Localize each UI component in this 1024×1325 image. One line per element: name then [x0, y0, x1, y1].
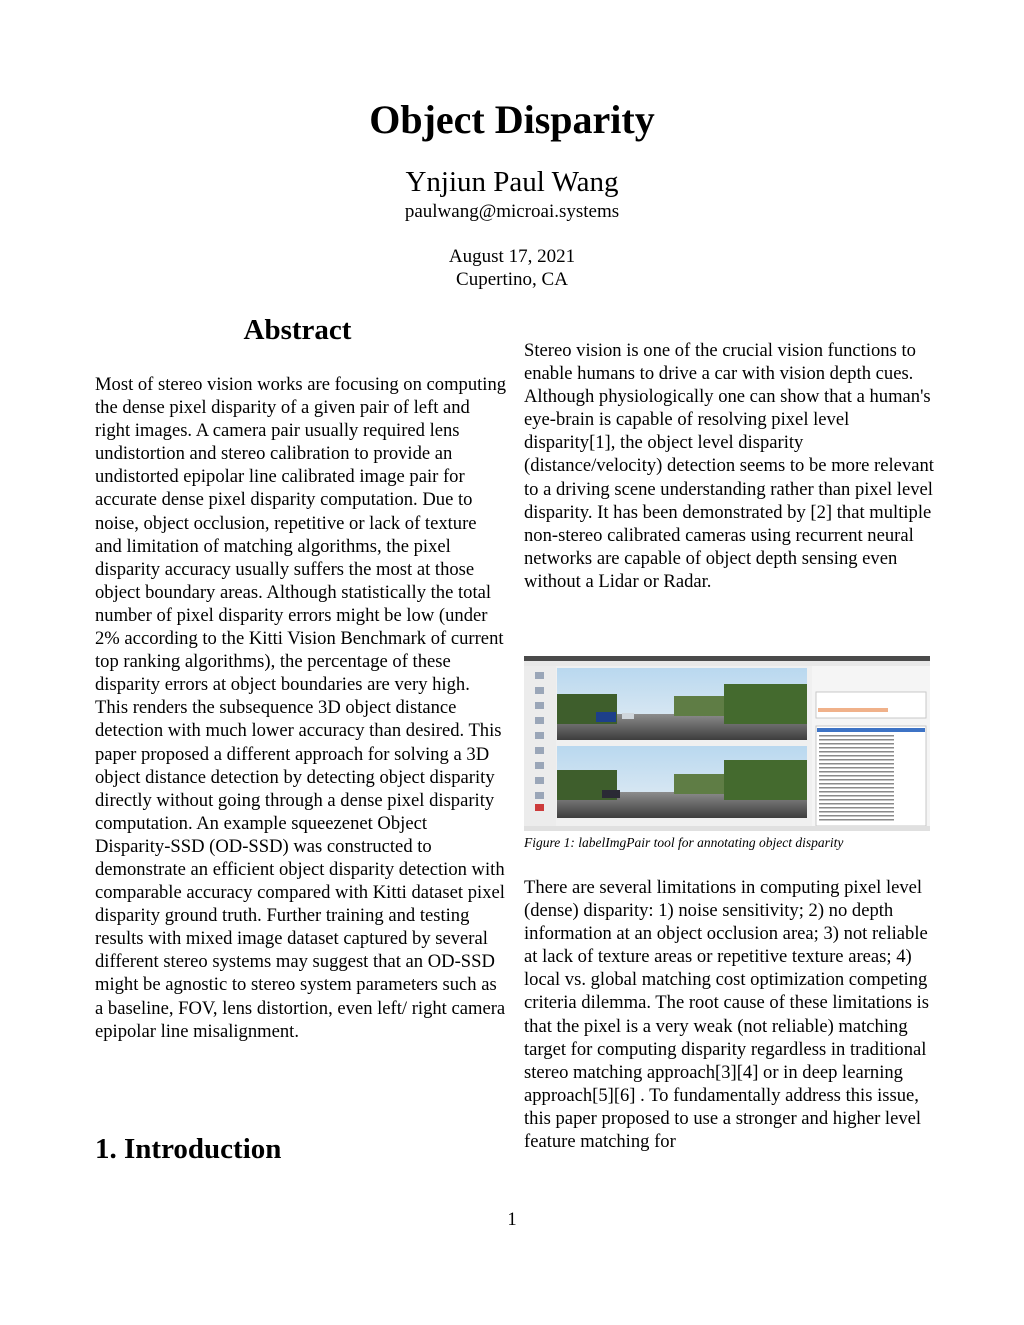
right-camera-image: [557, 746, 807, 818]
window-titlebar: [524, 656, 930, 661]
introduction-paragraph-1: Stereo vision is one of the crucial vision functions to enable humans to drive a car with vision depth cues. Although physiologically one can show that a human's eye-brain is capable of resolving pixel level disparity[1], the object level disparity (distance/velocity) detection seems to be more relevant to a driving scene understanding rather than pixel level disparity. It has been demonstrated by [2] that multiple non-stereo calibrated cameras using recurrent neural networks are capable of object depth sensing even without a Lidar or Radar.: [524, 340, 934, 592]
right-panel-file-list: [812, 666, 930, 831]
left-camera-image: [557, 668, 807, 740]
figure-caption: Figure 1: labelImgPair tool for annotating object disparity: [524, 835, 844, 850]
left-toolbar: [524, 666, 556, 831]
page-number: 1: [507, 1209, 517, 1230]
paper-title: Object Disparity: [369, 97, 655, 142]
introduction-paragraph-2: There are several limitations in computing pixel level (dense) disparity: 1) noise sensitivity; 2) no depth information at an object occlusion area; 3) not reliable at lack of texture areas or repetitive texture areas; 4) local vs. global matching cost optimization competing criteria dilemma. The root cause of these limitations is that the pixel is a very weak (not reliable) matching target for computing disparity regardless in traditional stereo matching approach[3][4] or in deep learning approach[5][6] . To fundamentally address this issue, this paper proposed to use a stronger and higher level feature matching for: [524, 877, 929, 1153]
figure-labelimgpair-screenshot: [524, 656, 930, 831]
introduction-heading: 1. Introduction: [95, 1133, 282, 1165]
author-name: Ynjiun Paul Wang: [405, 166, 619, 198]
author-email: paulwang@microai.systems: [404, 201, 620, 222]
paper-location: Cupertino, CA: [456, 269, 568, 290]
paper-date: August 17, 2021: [448, 246, 576, 267]
abstract-heading: Abstract: [243, 314, 352, 346]
abstract-text: Most of stereo vision works are focusing on computing the dense pixel disparity of a given pair of left and right images. A camera pair usually required lens undistortion and stereo calibration to provide an undistorted epipolar line calibrated image pair for accurate dense pixel disparity computation. Due to noise, object occlusion, repetitive or lack of texture and limitation of matching algorithms, the pixel disparity accuracy usually suffers the most at those object boundary areas. Although statistically the total number of pixel disparity errors might be low (under 2% according to the Kitti Vision Benchmark of current top ranking algorithms), the percentage of these disparity errors at object boundaries are very high. This renders the subsequence 3D object distance detection with much lower accuracy than desired. This paper proposed a different approach for solving a 3D object distance detection by detecting object disparity directly without going through a dense pixel disparity computation. An example squeezenet Object Disparity-SSD (OD-SSD) was constructed to demonstrate an efficient object disparity detection with comparable accuracy compared with Kitti dataset pixel disparity ground truth. Further training and testing results with mixed image dataset captured by several different stereo systems may suggest that an OD-SSD might be agnostic to stereo system parameters such as a baseline, FOV, lens distortion, even left/ right camera epipolar line misalignment.: [95, 374, 507, 1042]
